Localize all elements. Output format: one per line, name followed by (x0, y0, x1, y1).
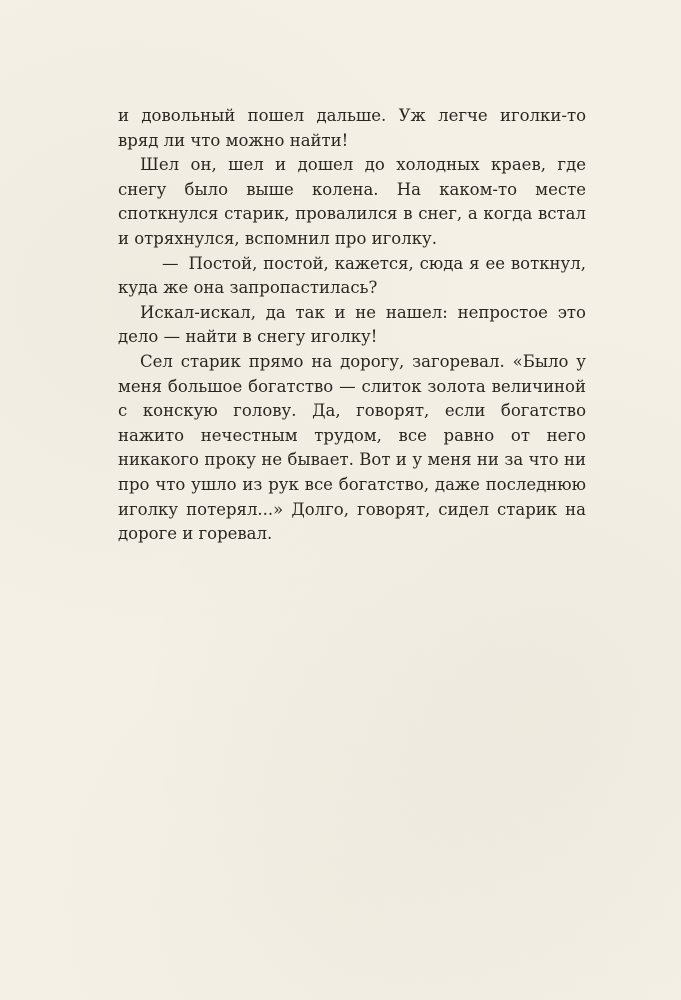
paragraph: Шел он, шел и дошел до холодных краев, где снегу было выше колена. На каком-то месте споткнулся старик, провалился в снег, а когда встал и отряхнулся, вспомнил про иголку. (118, 155, 586, 248)
dialog-paragraph (118, 252, 586, 301)
paragraph: Искал-искал, да так и не нашел: непростое это дело — найти в снегу иголку! (118, 302, 586, 347)
paragraph: и довольный пошел дальше. Уж легче иголки-то вряд ли что можно найти! (118, 106, 586, 150)
paragraph: Сел старик прямо на дорогу, загоревал. «Было у меня большое богатство — слиток золота величиной с конскую голову. Да, говорят, если богатство нажито нечестным трудом, все равно от него никакого проку не бывает. Вот и у меня ни за что ни про что ушло из рук все богатство, даже последнюю иголку потерял...» Долго, говорят, сидел старик на дороге и горевал. (118, 351, 586, 544)
body-text (118, 104, 586, 547)
dialog-text: Постой, постой, кажется, сюда я ее воткнул, куда же она запропастилась? (118, 253, 586, 298)
dialog-dash: — (162, 253, 179, 273)
